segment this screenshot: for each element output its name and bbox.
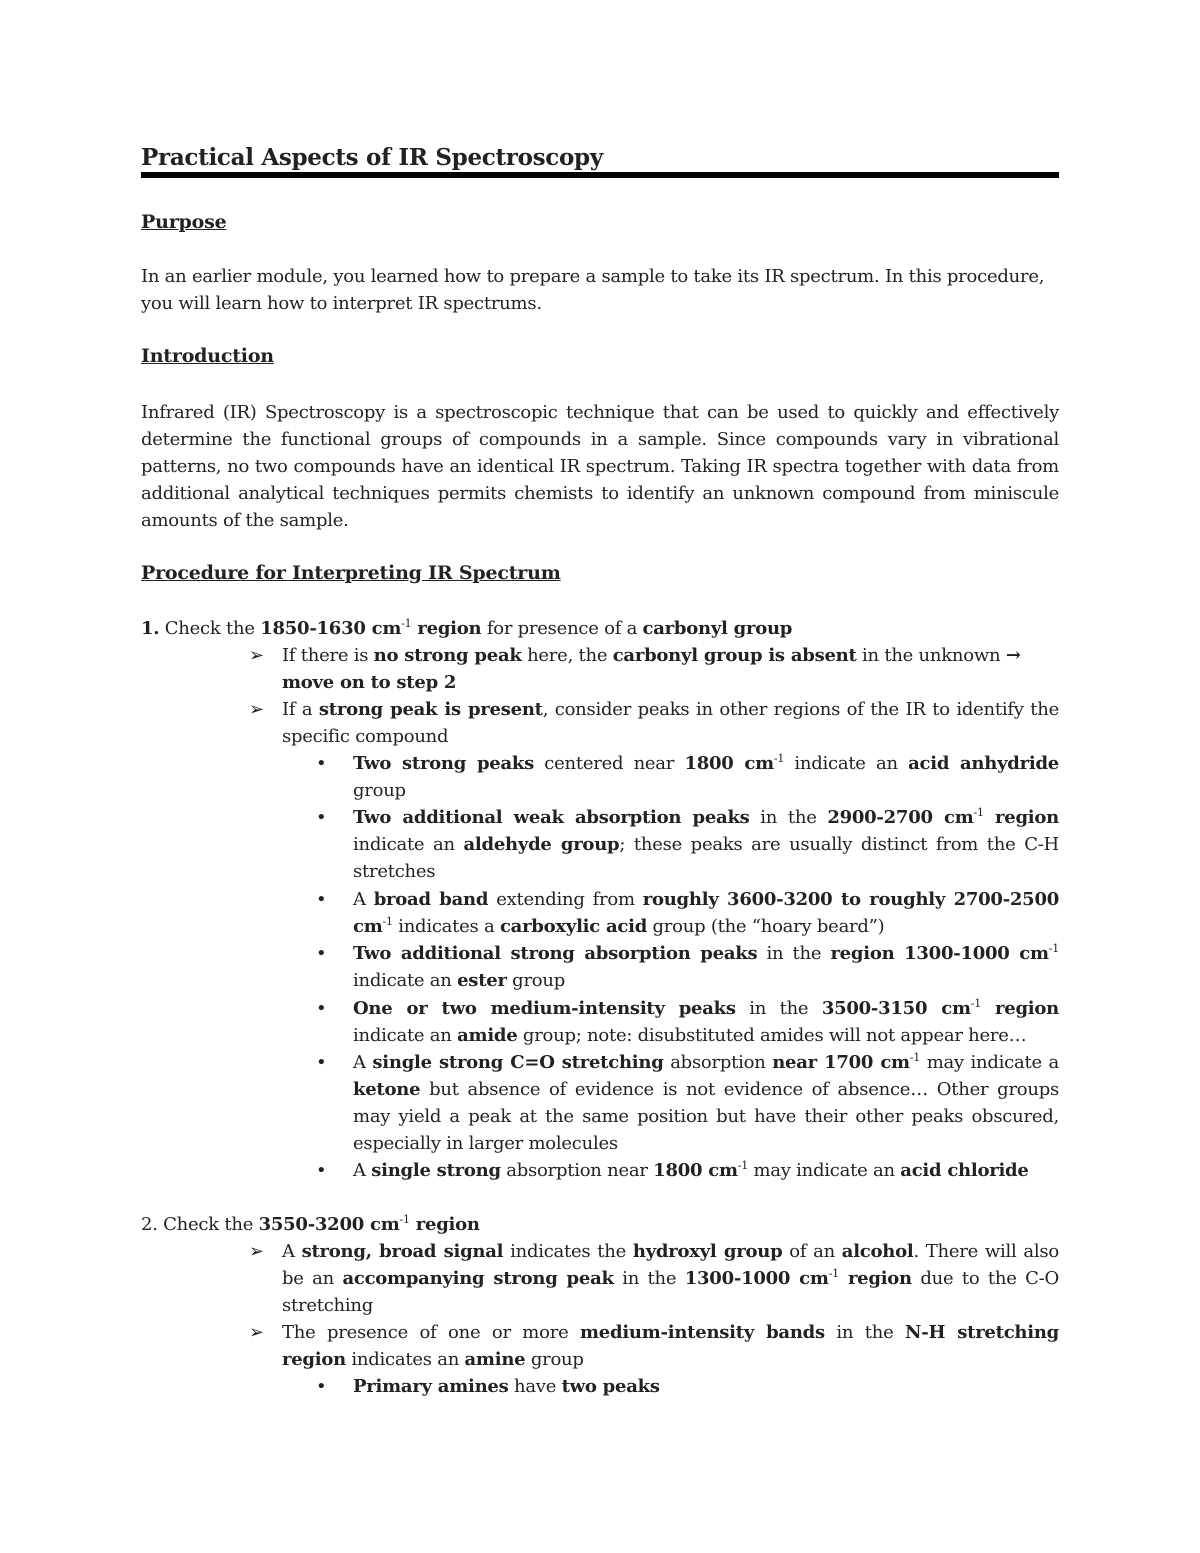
bold-text: medium-intensity bands <box>579 1322 825 1343</box>
bold-text: 1800 cm <box>653 1160 738 1181</box>
text: may indicate a <box>920 1052 1059 1073</box>
bullet-primary-amines <box>353 1373 1059 1400</box>
bold-text: no strong peak <box>373 645 522 666</box>
arrow-bullet-icon: ➢ <box>249 1241 265 1262</box>
text: group; note: disubstituted amides will not appear here… <box>517 1025 1027 1046</box>
bold-text: move on to step 2 <box>282 672 457 693</box>
purpose-text: In an earlier module, you learned how to prepare a sample to take its IR spectrum. In this procedure, you will learn how to interpret IR spectrums. <box>141 266 1045 314</box>
bold-text: single strong C=O stretching <box>372 1052 664 1073</box>
bullet-carboxylic-acid <box>353 886 1059 940</box>
step-1-text: for presence of a <box>481 618 643 639</box>
superscript: -1 <box>909 1051 921 1064</box>
bullet-icon: • <box>316 1160 327 1181</box>
text: . There will also be an <box>282 1241 1059 1289</box>
step-1-region: 1850-1630 cm <box>260 618 402 639</box>
bold-text: 1300-1000 cm <box>684 1268 829 1289</box>
bold-text: region <box>981 998 1059 1019</box>
text: may indicate an <box>748 1160 901 1181</box>
bullet-icon: • <box>316 998 327 1019</box>
bold-text: hydroxyl group <box>632 1241 783 1262</box>
text: in the <box>824 1322 906 1343</box>
step-1-region-word: region <box>411 618 482 639</box>
bold-text: acid anhydride <box>908 753 1059 774</box>
text: centered near <box>534 753 685 774</box>
text: A <box>282 1241 302 1262</box>
bold-text: Two strong peaks <box>353 753 534 774</box>
bold-text: acid chloride <box>900 1160 1029 1181</box>
bold-text: N-H stretching region <box>282 1322 1060 1370</box>
text: in the <box>757 943 831 964</box>
text: The presence of one or more <box>282 1322 580 1343</box>
bold-text: ester <box>457 970 507 991</box>
bold-text: region 1300-1000 cm <box>830 943 1049 964</box>
text: of an <box>782 1241 842 1262</box>
step-2-arrow-2 <box>282 1319 1059 1373</box>
step-2-text: Check the <box>157 1214 259 1235</box>
superscript: -1 <box>970 997 981 1010</box>
step-1-carbonyl: carbonyl group <box>642 618 793 639</box>
bold-text: 1800 cm <box>684 753 774 774</box>
text: due to the C-O stretching <box>282 1268 1059 1316</box>
superscript: -1 <box>382 915 393 928</box>
bullet-icon: • <box>316 889 327 910</box>
step-2-line <box>141 1211 480 1238</box>
bullet-ester <box>353 940 1059 994</box>
bold-text: strong peak is present <box>318 699 543 720</box>
bullet-icon: • <box>316 807 327 828</box>
page-title: Practical Aspects of IR Spectroscopy <box>141 144 603 171</box>
superscript: -1 <box>973 806 984 819</box>
bold-text: Two additional strong absorption peaks <box>353 943 758 964</box>
text: group <box>525 1349 584 1370</box>
arrow-bullet-icon: ➢ <box>249 699 265 720</box>
step-2-region-word: region <box>409 1214 480 1235</box>
purpose-heading: Purpose <box>141 211 227 233</box>
bullet-aldehyde <box>353 804 1059 885</box>
superscript: -1 <box>773 752 785 765</box>
step-2-arrow-1 <box>282 1238 1059 1319</box>
bold-text: amine <box>464 1349 526 1370</box>
bullet-icon: • <box>316 1052 327 1073</box>
arrow-bullet-icon: ➢ <box>249 1322 265 1343</box>
title-underline-rule <box>141 172 1059 178</box>
bold-text: 2900-2700 cm <box>827 807 974 828</box>
bold-text: ketone <box>353 1079 421 1100</box>
bullet-acid-anhydride <box>353 750 1059 804</box>
bold-text: alcohol <box>841 1241 914 1262</box>
text: If a <box>282 699 319 720</box>
text: here, the <box>521 645 613 666</box>
text: group <box>353 780 406 801</box>
step-1-line <box>141 615 792 642</box>
text: indicates the <box>503 1241 633 1262</box>
bullet-icon: • <box>316 1376 327 1397</box>
superscript: -1 <box>399 1213 410 1226</box>
text: extending from <box>488 889 643 910</box>
bold-text: strong, broad signal <box>301 1241 504 1262</box>
bold-text: amide <box>457 1025 518 1046</box>
bold-text: broad band <box>373 889 489 910</box>
bold-text: Two additional weak absorption peaks <box>353 807 750 828</box>
step-1-number: 1. <box>141 618 160 639</box>
step-2-number: 2. <box>141 1214 158 1235</box>
step-2-region: 3550-3200 cm <box>258 1214 400 1235</box>
right-arrow-icon: → <box>1005 645 1021 666</box>
bullet-icon: • <box>316 943 327 964</box>
bold-text: carboxylic acid <box>499 916 648 937</box>
text: indicate an <box>353 970 458 991</box>
bullet-icon: • <box>316 753 327 774</box>
bold-text: roughly 3600-3200 to roughly 2700-2500 cm <box>353 889 1060 937</box>
text: A <box>353 1052 373 1073</box>
bold-text: single strong <box>371 1160 501 1181</box>
text: in the unknown <box>856 645 1006 666</box>
text: If there is <box>282 645 374 666</box>
superscript: -1 <box>401 617 412 630</box>
text: absorption near <box>500 1160 654 1181</box>
text: , consider peaks in other regions of the IR to identify the specific compound <box>282 699 1059 747</box>
bullet-amide <box>353 995 1059 1049</box>
step-1-text: Check the <box>164 618 261 639</box>
text: have <box>508 1376 562 1397</box>
text: in the <box>613 1268 685 1289</box>
bold-text: two peaks <box>561 1376 660 1397</box>
text: indicate an <box>353 834 464 855</box>
introduction-text: Infrared (IR) Spectroscopy is a spectroscopic technique that can be used to quickly and effectively determine the functional groups of compounds in a sample. Since compounds vary in vibrational patterns, no two compounds have an identical IR spectrum. Taking IR spectra together with data from additional analytical techniques permits chemists to identify an unknown compound from miniscule amounts of the sample. <box>141 402 1059 531</box>
bullet-acid-chloride <box>353 1157 1059 1184</box>
superscript: -1 <box>1048 942 1059 955</box>
arrow-bullet-icon: ➢ <box>249 645 265 666</box>
text: A <box>353 889 374 910</box>
text: indicates a <box>392 916 500 937</box>
introduction-heading: Introduction <box>141 345 274 367</box>
bold-text: accompanying strong peak <box>342 1268 614 1289</box>
text: ; these peaks are usually distinct from the C-H stretches <box>353 834 1059 882</box>
text: in the <box>735 998 822 1019</box>
bold-text: region <box>838 1268 912 1289</box>
step-1-arrow-1 <box>282 642 1059 696</box>
text: absorption <box>663 1052 773 1073</box>
text: A <box>353 1160 372 1181</box>
text: indicate an <box>353 1025 458 1046</box>
superscript: -1 <box>737 1159 749 1172</box>
text: group (the “hoary beard”) <box>647 916 885 937</box>
superscript: -1 <box>828 1267 839 1280</box>
bold-text: region <box>983 807 1059 828</box>
bold-text: Primary amines <box>353 1376 509 1397</box>
text: indicates an <box>345 1349 465 1370</box>
bullet-ketone <box>353 1049 1059 1157</box>
bold-text: near 1700 cm <box>772 1052 910 1073</box>
bold-text: aldehyde group <box>463 834 620 855</box>
text: but absence of evidence is not evidence of absence… Other groups may yield a peak at the same position but have their other peaks obscured, especially in larger molecules <box>353 1079 1059 1154</box>
bold-text: One or two medium-intensity peaks <box>353 998 736 1019</box>
text: in the <box>749 807 828 828</box>
procedure-heading: Procedure for Interpreting IR Spectrum <box>141 562 561 584</box>
step-1-arrow-2 <box>282 696 1059 750</box>
bold-text: 3500-3150 cm <box>821 998 971 1019</box>
text: indicate an <box>784 753 909 774</box>
bold-text: carbonyl group is absent <box>612 645 857 666</box>
text: group <box>506 970 566 991</box>
